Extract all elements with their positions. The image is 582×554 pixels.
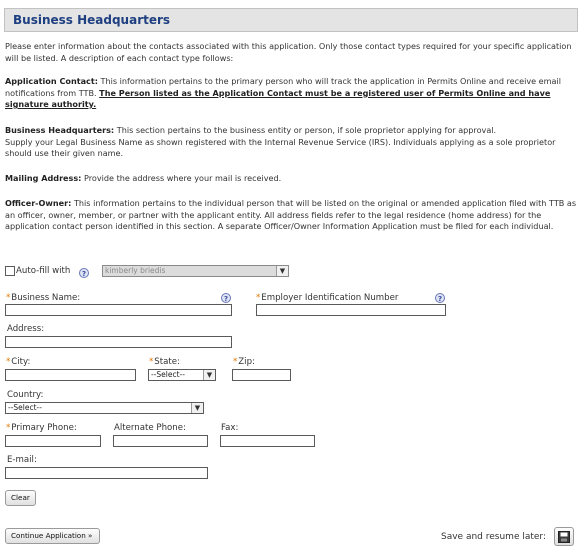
autofill-label: Auto-fill with — [16, 266, 71, 276]
save-resume-label: Save and resume later: — [441, 532, 546, 542]
country-select[interactable]: --Select-- ▼ — [5, 402, 204, 414]
page-title: Business Headquarters — [13, 13, 171, 27]
clear-button[interactable]: Clear — [5, 490, 36, 506]
business-hq-label: Business Headquarters: — [5, 125, 115, 135]
zip-label: *Zip: — [233, 357, 255, 367]
save-resume-button[interactable] — [554, 527, 574, 546]
alternate-phone-label: Alternate Phone: — [114, 423, 186, 433]
mailing-address-description: Mailing Address: Provide the address where your mail is received. — [5, 173, 282, 183]
fax-input[interactable] — [220, 435, 315, 447]
state-label: *State: — [149, 357, 180, 367]
save-disk-icon — [558, 531, 570, 543]
ein-input[interactable] — [256, 304, 446, 316]
email-input[interactable] — [5, 467, 208, 479]
ein-help-icon[interactable]: ? — [435, 293, 445, 303]
autofill-select: kimberly briedis ▼ — [102, 265, 289, 277]
state-select[interactable]: --Select-- ▼ — [148, 369, 216, 381]
chevron-down-icon: ▼ — [191, 403, 203, 413]
autofill-help-icon[interactable]: ? — [79, 268, 89, 278]
section-header — [4, 8, 578, 32]
city-label: *City: — [6, 357, 31, 367]
country-label: Country: — [7, 390, 44, 400]
email-label: E-mail: — [7, 455, 37, 465]
city-input[interactable] — [5, 369, 136, 381]
zip-input[interactable] — [232, 369, 291, 381]
chevron-down-icon: ▼ — [203, 370, 215, 380]
intro-text: Please enter information about the contacts associated with this application. Only those contact types required for your specific application will be listed. A description of each contact type follows: — [5, 41, 572, 63]
address-label: Address: — [7, 324, 45, 334]
application-contact-label: Application Contact: — [5, 76, 98, 86]
fax-label: Fax: — [221, 423, 239, 433]
chevron-down-icon: ▼ — [276, 266, 288, 276]
officer-owner-label: Officer-Owner: — [5, 198, 72, 208]
autofill-checkbox[interactable] — [5, 266, 15, 276]
application-contact-description: Application Contact: This information pertains to the primary person who will track the application in Permits Online and receive email notifications from TTB. The Person listed as the Application Contact must be a registered user of Permits Online and have signature authority. — [5, 76, 561, 109]
business-name-help-icon[interactable]: ? — [221, 293, 231, 303]
ein-label: *Employer Identification Number — [256, 293, 399, 303]
business-name-label: *Business Name: — [6, 293, 81, 303]
mailing-address-label: Mailing Address: — [5, 173, 82, 183]
continue-application-button[interactable]: Continue Application » — [5, 528, 100, 544]
application-contact-emphasis: The Person listed as the Application Contact must be a registered user of Permits Online and have signature authority. — [5, 87, 551, 109]
alternate-phone-input[interactable] — [113, 435, 208, 447]
business-hq-description: Business Headquarters: This section pertains to the business entity or person, if sole proprietor applying for approval. Supply your Legal Business Name as shown registered with the Internal Revenue Service (IRS). Individuals applying as a sole proprietor should use their given name. — [5, 125, 556, 158]
primary-phone-label: *Primary Phone: — [6, 423, 77, 433]
officer-owner-description: Officer-Owner: This information pertains to the individual person that will be listed on the original or amended application filed with TTB as an officer, owner, member, or partner with the applicant entity. All address fields refer to the legal residence (home address) for the application contact person identified in this section. A separate Officer/Owner Information Application must be filed for each individual. — [5, 198, 577, 231]
address-input[interactable] — [5, 336, 232, 348]
primary-phone-input[interactable] — [5, 435, 101, 447]
business-name-input[interactable] — [5, 304, 232, 316]
